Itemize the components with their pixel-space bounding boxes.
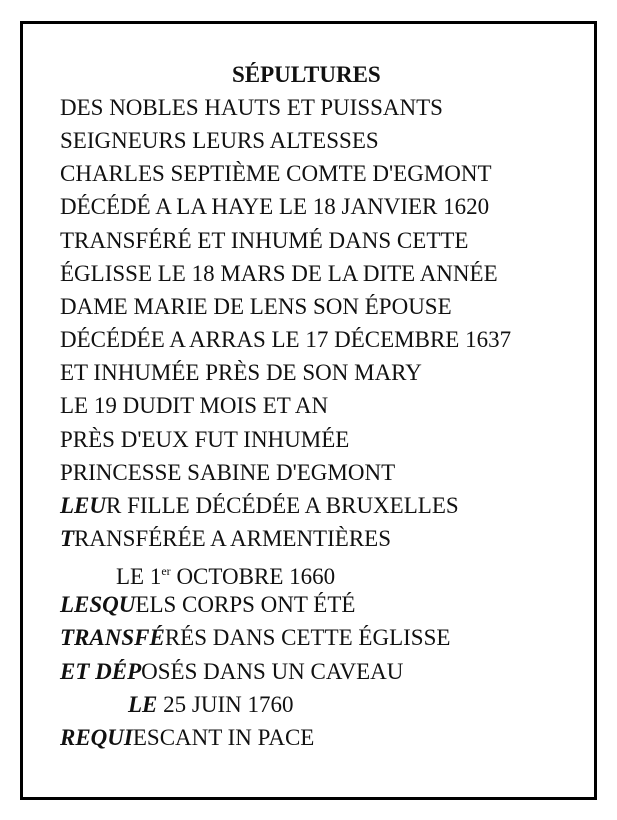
inscription-line: [128, 688, 293, 721]
inscription-line: [60, 157, 492, 190]
inscription-line-text: 25 JUIN 1760: [157, 691, 294, 717]
inscription-line-text: OSÉS DANS UN CAVEAU: [141, 658, 404, 684]
inscription-line-text: RANSFÉRÉE A ARMENTIÈRES: [74, 525, 391, 551]
inscription-line: [60, 356, 422, 389]
inscription-line-text: CHARLES SEPTIÈME COMTE D'EGMONT: [60, 161, 492, 187]
inscription-line-text: ESCANT IN PACE: [132, 724, 315, 750]
inscription-line-superscript: er: [161, 564, 171, 579]
inscription-line: [60, 91, 443, 124]
inscription-line-text: DÉCÉDÉ A LA HAYE LE 18 JANVIER 1620: [60, 194, 490, 220]
inscription-line-text: ET INHUMÉE PRÈS DE SON MARY: [60, 360, 422, 386]
inscription-line-tail: OCTOBRE 1660: [170, 564, 336, 590]
inscription-line: [60, 522, 391, 555]
inscription-line: [60, 621, 450, 654]
inscription-line-italic-part: T: [60, 525, 75, 551]
inscription-line: [60, 489, 459, 522]
inscription-line-italic-part: REQUI: [60, 724, 133, 750]
inscription-line: [60, 389, 328, 422]
inscription-line-italic-part: ET DÉP: [60, 658, 142, 684]
inscription-line-text: RÉS DANS CETTE ÉGLISSE: [164, 625, 451, 651]
inscription-line-text: TRANSFÉRÉ ET INHUMÉ DANS CETTE: [60, 227, 469, 253]
inscription-line-italic-part: TRANSFÉ: [60, 625, 165, 651]
inscription-line-text: PRÈS D'EUX FUT INHUMÉE: [60, 426, 350, 452]
inscription-line-text: ÉGLISSE LE 18 MARS DE LA DITE ANNÉE: [60, 260, 498, 286]
inscription-line-italic-part: LE: [128, 691, 158, 717]
inscription-line: [60, 323, 511, 356]
inscription-line: [60, 655, 403, 688]
inscription-line-text: ELS CORPS ONT ÉTÉ: [135, 592, 356, 618]
inscription-line: [60, 721, 314, 754]
inscription-line-text: LE 1: [116, 564, 162, 590]
inscription-line-text: DES NOBLES HAUTS ET PUISSANTS: [60, 95, 443, 120]
inscription-line: [60, 456, 395, 489]
inscription-line-text: PRINCESSE SABINE D'EGMONT: [60, 459, 396, 485]
inscription-line-text: R FILLE DÉCÉDÉE A BRUXELLES: [106, 492, 459, 518]
inscription-line: [60, 124, 379, 157]
inscription-line: [60, 224, 468, 257]
inscription-line-text: DAME MARIE DE LENS SON ÉPOUSE: [60, 293, 452, 319]
inscription-line: [60, 423, 349, 456]
inscription-line-italic-part: LEU: [60, 492, 106, 518]
inscription-line: [60, 190, 489, 223]
inscription-line: [60, 588, 355, 621]
inscription-line-text: LE 19 DUDIT MOIS ET AN: [60, 393, 329, 419]
inscription-line: [60, 257, 498, 290]
inscription-line-text: SEIGNEURS LEURS ALTESSES: [60, 128, 379, 154]
inscription-line-italic-part: LESQU: [60, 592, 136, 618]
inscription-title: SÉPULTURES: [232, 62, 381, 87]
inscription-line-text: DÉCÉDÉE A ARRAS LE 17 DÉCEMBRE 1637: [60, 327, 512, 353]
inscription-line: [60, 290, 452, 323]
